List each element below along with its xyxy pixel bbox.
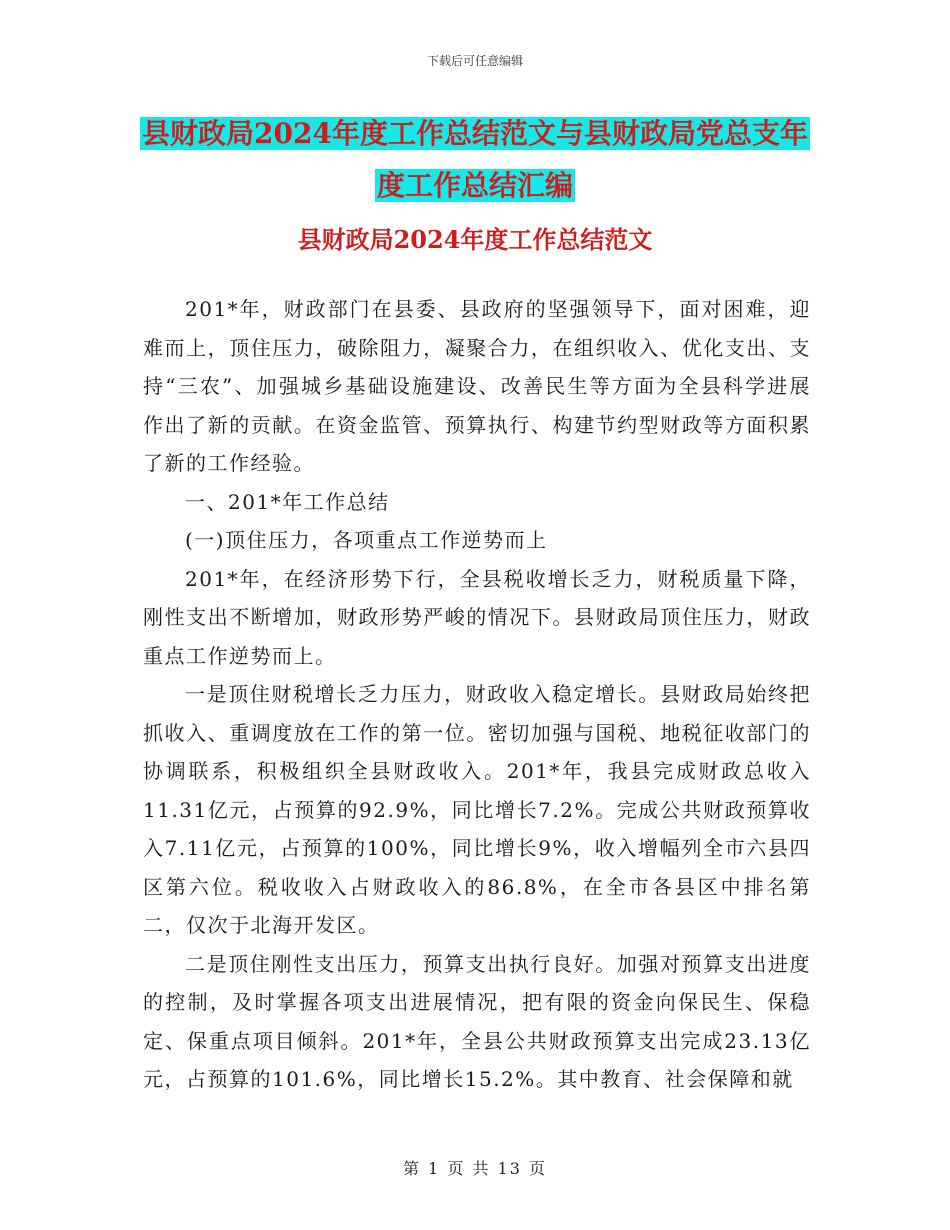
header-note: 下载后可任意编辑: [426, 54, 523, 68]
heading-subsection-one: (一)顶住压力，各项重点工作逆势而上: [185, 528, 548, 552]
section-title: 县财政局2024年度工作总结范文: [297, 225, 653, 254]
paragraph-intro: 201*年，财政部门在县委、县政府的坚强领导下，面对困难，迎难而上，顶住压力，破除阻力，凝聚合力，在组织收入、优化支出、支持“三农”、加强城乡基础设施建设、改善民生等方面为全县科学进展作出了新的贡献。在资金监管、预算执行、构建节约型财政等方面积累了新的工作经验。: [143, 297, 811, 475]
page-number: 第 1 页 共 13 页: [403, 1159, 547, 1178]
paragraph-expenditure: 二是顶住刚性支出压力，预算支出执行良好。加强对预算支出进度的控制，及时掌握各项支出进展情况，把有限的资金向保民生、保稳定、保重点项目倾斜。201*年，全县公共财政预算支出完成23.13亿元，占预算的101.6%，同比增长15.2%。其中教育、社会保障和就: [143, 951, 811, 1091]
body-text: [143, 290, 811, 1099]
document-title: [100, 108, 850, 212]
title-line-2: 度工作总结汇编: [376, 169, 573, 202]
paragraph-revenue: 一是顶住财税增长乏力压力，财政收入稳定增长。县财政局始终把抓收入、重调度放在工作的第一位。密切加强与国税、地税征收部门的协调联系，积极组织全县财政收入。201*年，我县完成财政总收入11.31亿元，占预算的92.9%，同比增长7.2%。完成公共财政预算收入7.11亿元，占预算的100%，同比增长9%，收入增幅列全市六县四区第六位。税收收入占财政收入的86.8%，在全市各县区中排名第二，仅次于北海开发区。: [143, 682, 811, 937]
paragraph-situation: 201*年，在经济形势下行，全县税收增长乏力，财税质量下降，刚性支出不断增加，财政形势严峻的情况下。县财政局顶住压力，财政重点工作逆势而上。: [143, 566, 811, 668]
title-line-1: 县财政局2024年度工作总结范文与县财政局党总支年: [142, 117, 808, 150]
heading-part-one: 一、201*年工作总结: [185, 489, 390, 514]
